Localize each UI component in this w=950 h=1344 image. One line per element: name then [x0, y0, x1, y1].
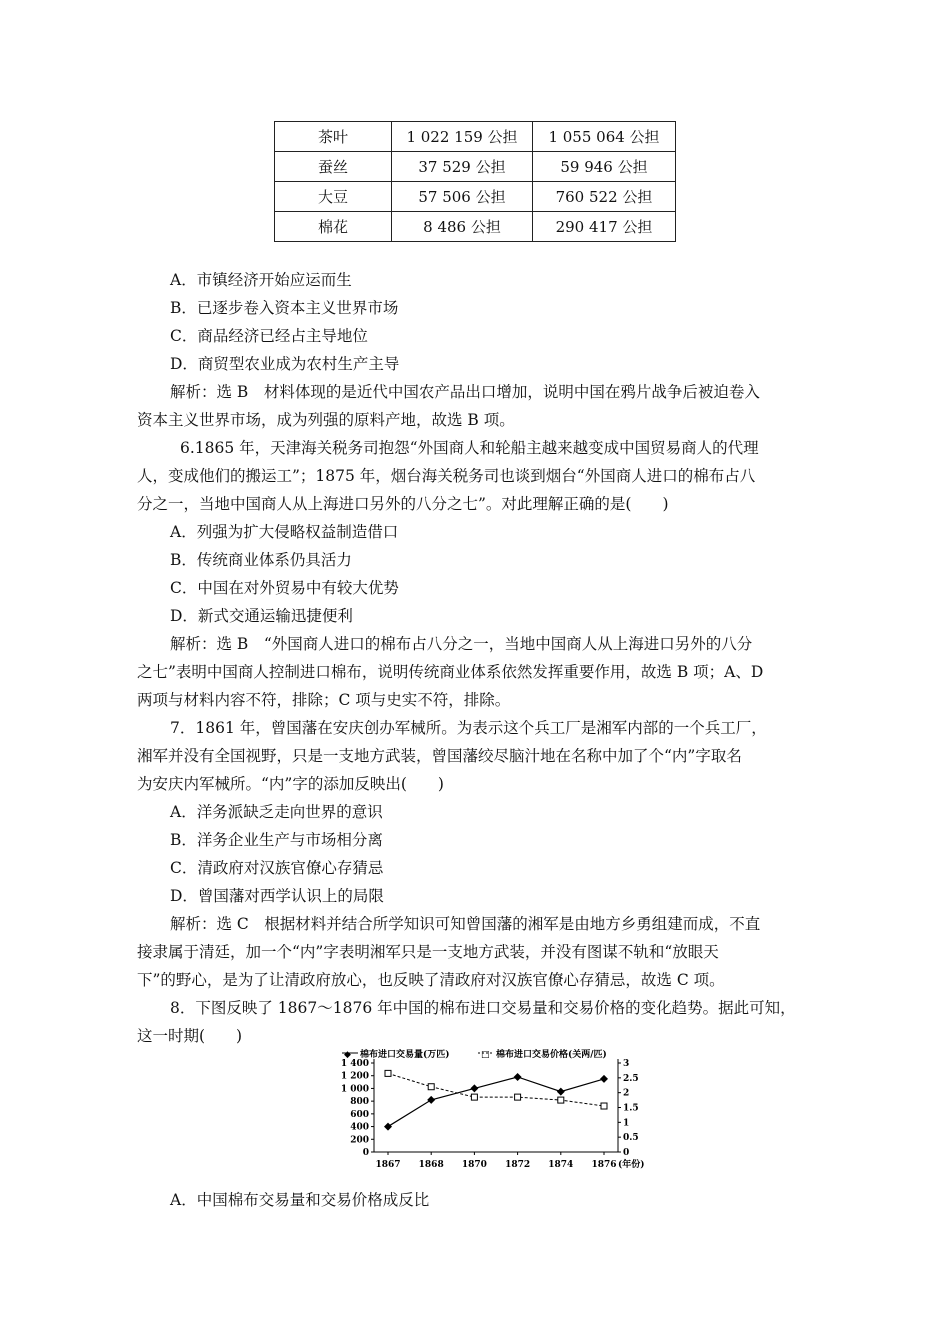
x-unit-label: (年份): [618, 1160, 645, 1170]
volume-point: [514, 1073, 522, 1081]
table-cell: 蚕丝: [275, 152, 392, 182]
x-tick-label: 1868: [418, 1160, 444, 1170]
volume-point: [470, 1084, 478, 1092]
right-tick-label: 1.5: [623, 1103, 639, 1114]
legend-label-price: 棉布进口交易价格(关两/匹): [496, 1050, 607, 1060]
q7-option-c: C．清政府对汉族官僚心存猜忌: [170, 859, 384, 877]
q7-analysis-line: 接隶属于清廷，加一个“内”字表明湘军只是一支地方武装，并没有图谋不轨和“放眼天: [137, 943, 719, 961]
q6-option-b: B．传统商业体系仍具活力: [170, 551, 352, 569]
q6-option-c: C．中国在对外贸易中有较大优势: [170, 579, 399, 597]
q5-analysis-line: 资本主义世界市场，成为列强的原料产地，故选 B 项。: [137, 411, 515, 429]
table-cell: 760 522 公担: [533, 182, 676, 212]
q6-analysis-line: 解析：选 B “外国商人进口的棉布占八分之一，当地中国商人从上海进口另外的八分: [170, 635, 753, 653]
price-point: [601, 1103, 607, 1109]
price-point: [558, 1097, 564, 1103]
right-tick-label: 3: [623, 1059, 630, 1069]
x-tick-label: 1876: [591, 1160, 617, 1170]
left-tick-label: 1 400: [340, 1059, 369, 1069]
table-cell: 棉花: [275, 212, 392, 242]
export-table-body: [275, 122, 676, 242]
table-cell: 290 417 公担: [533, 212, 676, 242]
table-cell: 57 506 公担: [392, 182, 533, 212]
volume-point: [384, 1123, 392, 1131]
q8-option-a: A．中国棉布交易量和交易价格成反比: [170, 1191, 430, 1209]
q8-stem-line: 这一时期( ): [137, 1027, 243, 1045]
q8-stem-line: 8．下图反映了 1867～1876 年中国的棉布进口交易量和交易价格的变化趋势。据此可知，: [170, 999, 796, 1017]
q5-option-a: A．市镇经济开始应运而生: [170, 271, 352, 289]
q7-analysis-line: 下”的野心，是为了让清政府放心，也反映了清政府对汉族官僚心存猜忌，故选 C 项。: [137, 971, 725, 989]
q5-analysis-line: 解析：选 B 材料体现的是近代中国农产品出口增加，说明中国在鸦片战争后被迫卷入: [170, 383, 760, 401]
x-tick-label: 1874: [548, 1160, 574, 1170]
table-cell: 1 022 159 公担: [392, 122, 533, 152]
q6-stem-line: 分之一，当地中国商人从上海进口另外的八分之七”。对此理解正确的是( ): [137, 495, 669, 513]
cotton-import-chart: [320, 1048, 650, 1178]
volume-point: [600, 1075, 608, 1083]
right-tick-label: 1: [623, 1118, 630, 1129]
q7-stem-line: 湘军并没有全国视野，只是一支地方武装，曾国藩绞尽脑汁地在名称中加了个“内”字取名: [137, 747, 742, 765]
table-row: [275, 122, 676, 152]
volume-point: [427, 1096, 435, 1104]
left-tick-label: 1 000: [340, 1084, 369, 1095]
q5-option-b: B．已逐步卷入资本主义世界市场: [170, 299, 399, 317]
table-row: [275, 152, 676, 182]
q6-analysis-line: 两项与材料内容不符，排除；C 项与史实不符，排除。: [137, 691, 511, 709]
legend-marker-volume: ◆: [344, 1050, 351, 1060]
table-row: [275, 182, 676, 212]
table-cell: 37 529 公担: [392, 152, 533, 182]
q7-analysis-line: 解析：选 C 根据材料并结合所学知识可知曾国藩的湘军是由地方乡勇组建而成，不直: [170, 915, 761, 933]
q7-stem-line: 为安庆内军械所。“内”字的添加反映出( ): [137, 775, 444, 793]
q7-option-a: A．洋务派缺乏走向世界的意识: [170, 803, 383, 821]
table-row: [275, 212, 676, 242]
volume-point: [557, 1088, 565, 1096]
left-tick-label: 800: [350, 1097, 369, 1108]
legend-marker-price: □: [481, 1050, 490, 1060]
price-line: [388, 1073, 604, 1106]
table-cell: 59 946 公担: [533, 152, 676, 182]
right-tick-label: 0.5: [623, 1133, 639, 1144]
q6-option-a: A．列强为扩大侵略权益制造借口: [170, 523, 399, 541]
price-point: [385, 1070, 391, 1076]
left-tick-label: 600: [350, 1109, 369, 1120]
export-table: [274, 121, 676, 242]
q6-stem-line: 6.1865 年，天津海关税务司抱怨“外国商人和轮船主越来越变成中国贸易商人的代理: [180, 439, 759, 457]
legend-label-volume: 棉布进口交易量(万匹): [360, 1050, 450, 1060]
q7-option-b: B．洋务企业生产与市场相分离: [170, 831, 383, 849]
left-tick-label: 0: [362, 1148, 369, 1158]
q5-option-c: C．商品经济已经占主导地位: [170, 327, 368, 345]
q7-option-d: D．曾国藩对西学认识上的局限: [170, 887, 384, 905]
q5-option-d: D．商贸型农业成为农村生产主导: [170, 355, 400, 373]
right-tick-label: 2.5: [623, 1073, 639, 1084]
table-cell: 8 486 公担: [392, 212, 533, 242]
left-tick-label: 1 200: [340, 1071, 369, 1082]
right-tick-label: 2: [623, 1088, 630, 1099]
left-tick-label: 400: [350, 1122, 369, 1133]
table-cell: 1 055 064 公担: [533, 122, 676, 152]
x-tick-label: 1872: [505, 1160, 531, 1170]
right-tick-label: 0: [623, 1148, 630, 1158]
price-point: [515, 1094, 521, 1100]
table-cell: 大豆: [275, 182, 392, 212]
left-tick-label: 200: [350, 1135, 369, 1146]
price-point: [471, 1094, 477, 1100]
price-point: [428, 1084, 434, 1090]
q6-stem-line: 人，变成他们的搬运工”；1875 年，烟台海关税务司也谈到烟台“外国商人进口的棉布占八: [137, 467, 756, 485]
q6-option-d: D．新式交通运输迅捷便利: [170, 607, 353, 625]
q6-analysis-line: 之七”表明中国商人控制进口棉布，说明传统商业体系依然发挥重要作用，故选 B 项；A、D: [137, 663, 764, 681]
x-tick-label: 1867: [375, 1160, 401, 1170]
table-cell: 茶叶: [275, 122, 392, 152]
q7-stem-line: 7．1861 年，曾国藩在安庆创办军械所。为表示这个兵工厂是湘军内部的一个兵工厂，: [170, 719, 767, 737]
x-tick-label: 1870: [461, 1160, 487, 1170]
